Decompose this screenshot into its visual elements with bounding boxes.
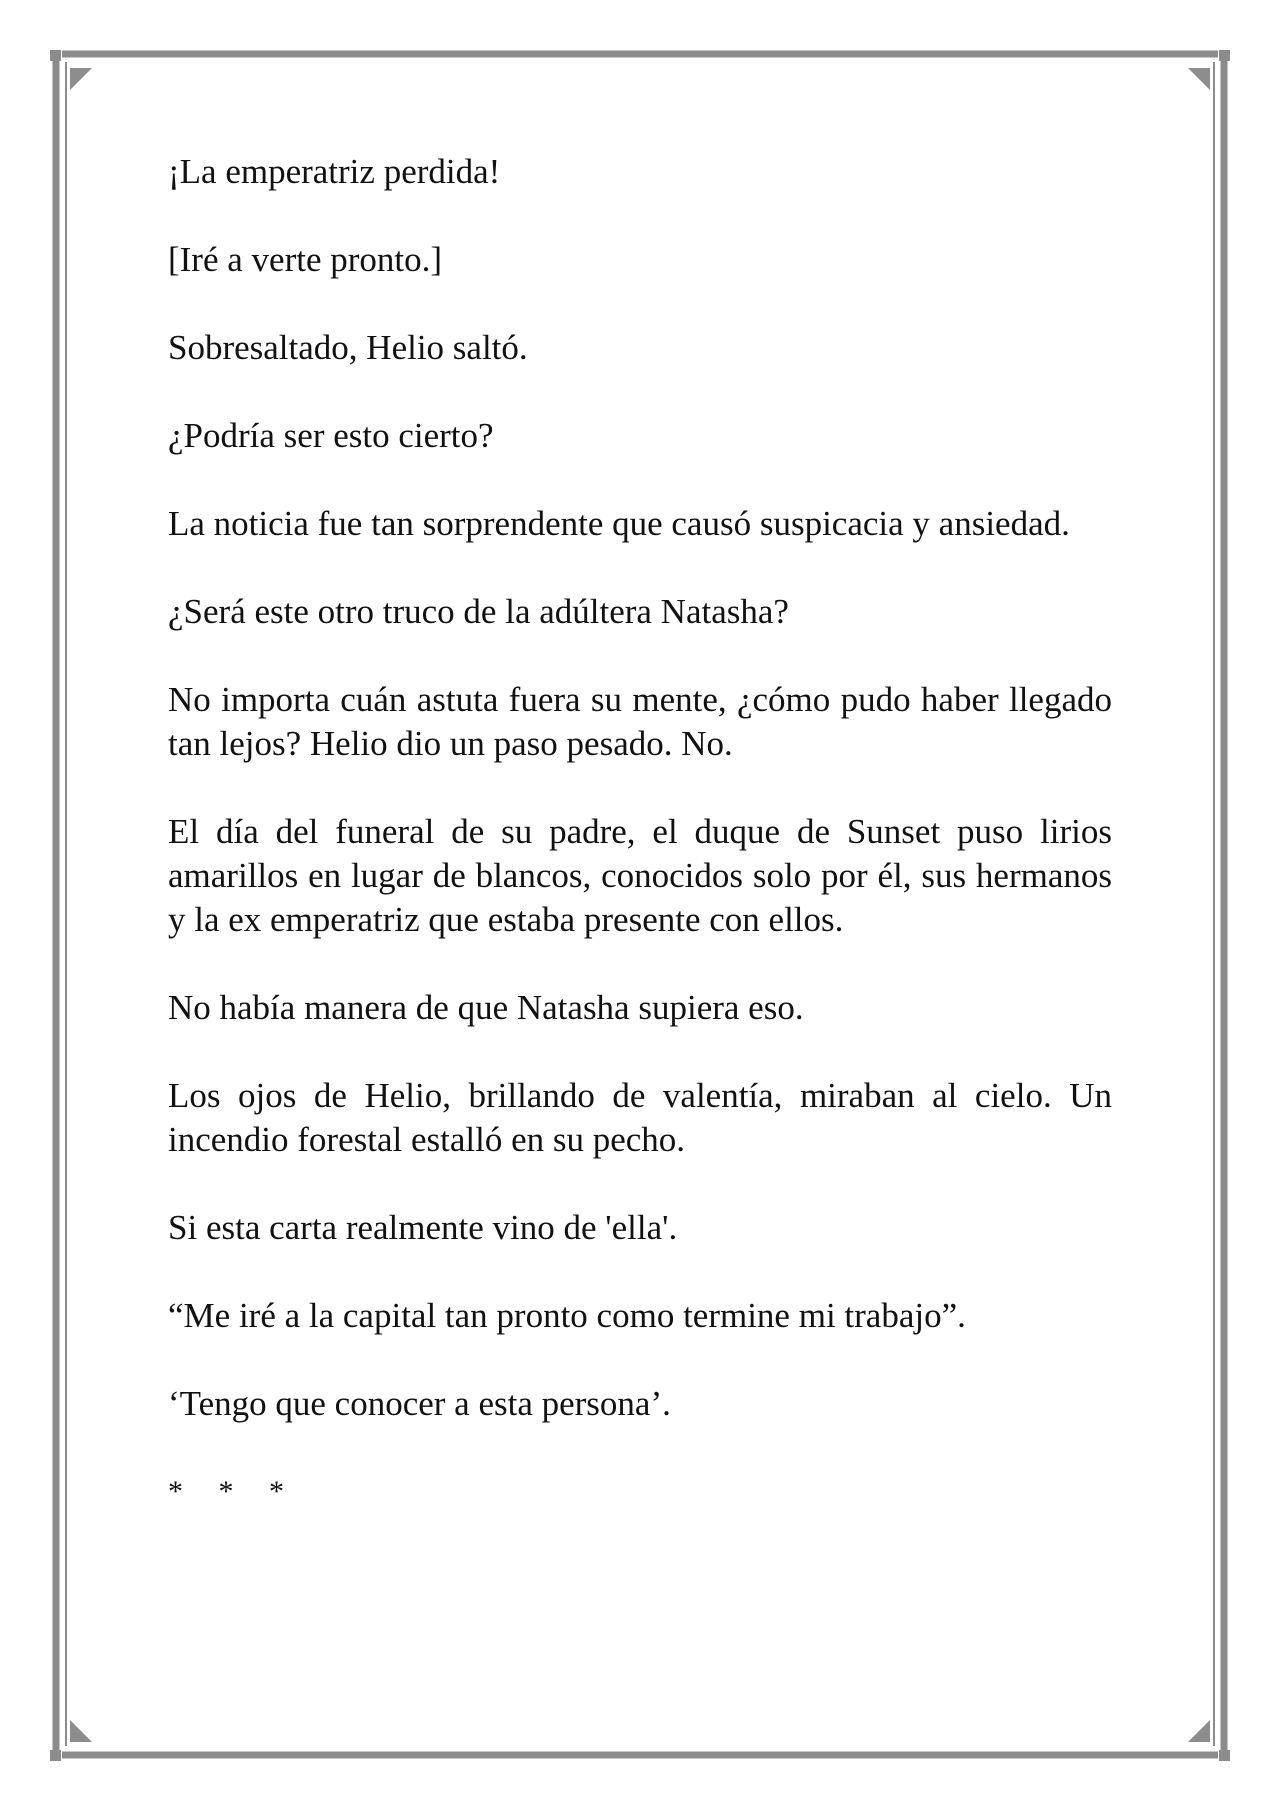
paragraph: ¡La emperatriz perdida! [168, 152, 501, 191]
paragraph: ¿Podría ser esto cierto? [168, 416, 494, 455]
paragraph: ¿Será este otro truco de la adúltera Natasha? [168, 592, 789, 631]
paragraph: No importa cuán astuta fuera su mente, ¿cómo pudo haber llegado tan lejos? Helio dio un paso pesado. No. [168, 680, 1112, 763]
paragraph: “Me iré a la capital tan pronto como termine mi trabajo”. [168, 1296, 966, 1335]
paragraph: La noticia fue tan sorprendente que causó suspicacia y ansiedad. [168, 504, 1070, 543]
paragraph: ‘Tengo que conocer a esta persona’. [168, 1384, 671, 1423]
paragraph: Sobresaltado, Helio saltó. [168, 328, 528, 367]
corner-triangle-bottom-left [70, 1720, 92, 1742]
corner-ornament-top-right [1219, 50, 1230, 61]
paragraph: Si esta carta realmente vino de 'ella'. [168, 1208, 678, 1247]
corner-triangle-top-left [70, 68, 92, 90]
corner-ornament-top-left [50, 50, 61, 61]
page-text-body [168, 150, 1112, 1514]
paragraph: [Iré a verte pronto.] [168, 240, 443, 279]
corner-triangle-top-right [1188, 68, 1210, 90]
corner-ornament-bottom-right [1219, 1750, 1230, 1761]
paragraph: No había manera de que Natasha supiera eso. [168, 988, 804, 1027]
paragraph: El día del funeral de su padre, el duque de Sunset puso lirios amarillos en lugar de blancos, conocidos solo por él, sus hermanos y la ex emperatriz que estaba presente con ellos. [168, 812, 1112, 939]
corner-ornament-bottom-left [50, 1750, 61, 1761]
scene-separator: * * * [168, 1475, 298, 1508]
corner-triangle-bottom-right [1188, 1720, 1210, 1742]
paragraph: Los ojos de Helio, brillando de valentía, miraban al cielo. Un incendio forestal estalló en su pecho. [168, 1076, 1112, 1159]
